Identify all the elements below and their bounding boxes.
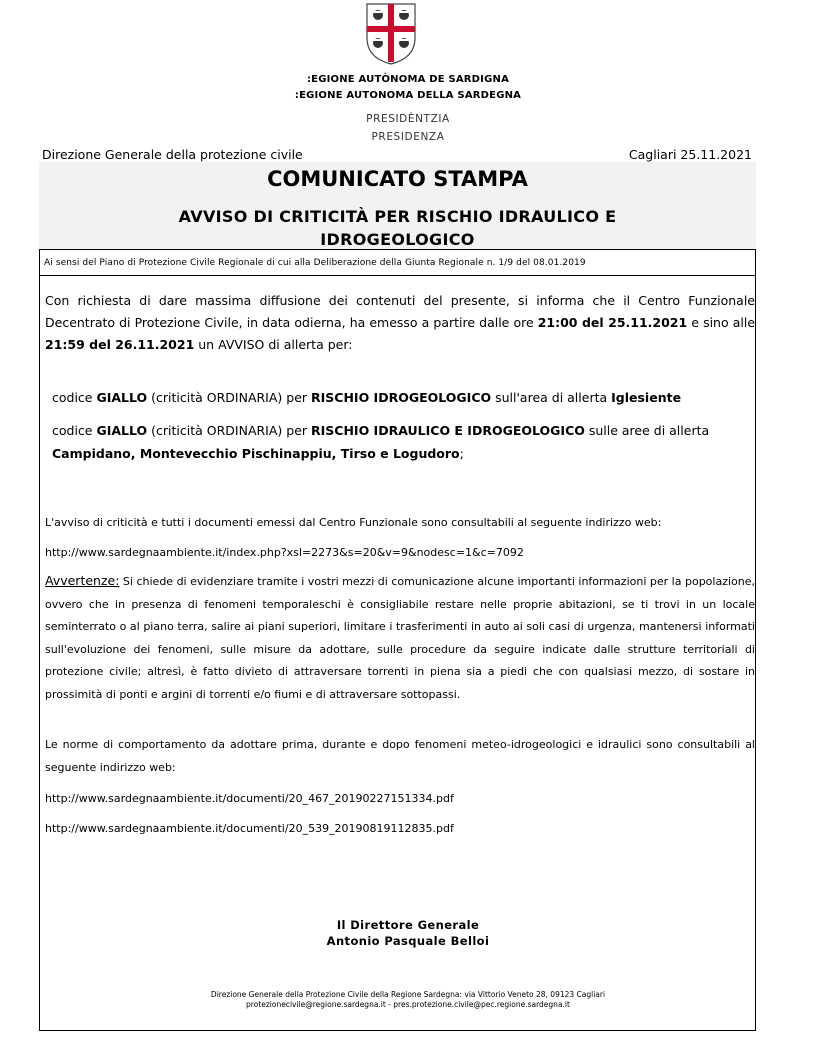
alert-area-label: sull'area di allerta bbox=[491, 390, 612, 405]
alert-criticity: (criticità ORDINARIA) per bbox=[147, 423, 312, 438]
signature-role: Il Direttore Generale bbox=[336, 918, 480, 932]
warning-label: Avvertenze: bbox=[45, 573, 120, 588]
warning-text: Si chiede di evidenziare tramite i vostri mezzi di comunicazione alcune importanti informazioni per la popolazione, ovvero che in presenza di fenomeni temporaleschi è consigliabile restare nelle proprie abitazioni, se ti trovi in un locale seminterrato o al piano terra, salire ai piani superiori, limitare i trasferimenti in auto ai soli casi di urgenza, mantenersi informati sull'evoluzione dei fenomeni, sulle misure da adottare, sulle procedure da seguire indicate dalle strutture territoriali di protezione civile; altresì, è fatto divieto di attraversare torrenti in piena sia a piedi che con qualsiasi mezzo, di sostare in prossimità di ponti e argini di torrenti e/o fiumi e di attraversare sottopassi. bbox=[45, 575, 755, 701]
alert-end-time: 21:59 del 26.11.2021 bbox=[45, 337, 195, 352]
alert-area-label: sulle aree di allerta bbox=[584, 423, 710, 438]
intro-text-1: Con richiesta di dare massima diffusione dei contenuti del presente, si informa che il Centro Funzionale Decentrato di Protezione Civile, in data odierna, ha emesso a partire dalle ore bbox=[45, 293, 755, 330]
alert-item-1 bbox=[52, 386, 752, 409]
alert-prefix: codice bbox=[52, 423, 97, 438]
region-coat-of-arms-icon bbox=[361, 0, 421, 66]
department-name: Direzione Generale della protezione civile bbox=[42, 147, 303, 162]
docs-paragraph: L'avviso di criticità e tutti i documenti emessi dal Centro Funzionale sono consultabili al seguente indirizzo web: bbox=[45, 516, 662, 529]
norms-link-1[interactable]: http://www.sardegnaambiente.it/documenti/20_467_20190227151334.pdf bbox=[45, 792, 454, 805]
place-date: Cagliari 25.11.2021 bbox=[628, 147, 752, 162]
alert-end: ; bbox=[459, 446, 464, 461]
office-name-sardinian: PRESIDÈNTZIA bbox=[366, 113, 450, 125]
docs-link[interactable]: http://www.sardegnaambiente.it/index.php?xsl=2273&s=20&v=9&nodesc=1&c=7092 bbox=[45, 546, 524, 559]
page-title: COMUNICATO STAMPA bbox=[267, 167, 528, 191]
alert-start-time: 21:00 del 25.11.2021 bbox=[537, 315, 688, 330]
alert-color: GIALLO bbox=[96, 390, 148, 405]
alert-item-2 bbox=[52, 419, 752, 465]
intro-text-2: e sino alle bbox=[687, 315, 755, 330]
alert-prefix: codice bbox=[52, 390, 97, 405]
signature bbox=[250, 917, 566, 949]
institution-name-sardinian: :EGIONE AUTÒNOMA DE SARDIGNA bbox=[306, 74, 510, 85]
intro-text-3: un AVVISO di allerta per: bbox=[194, 337, 353, 352]
office-name-italian: PRESIDENZA bbox=[371, 131, 445, 143]
alert-risk: RISCHIO IDROGEOLOGICO bbox=[311, 390, 492, 405]
signature-name: Antonio Pasquale Belloi bbox=[326, 934, 490, 948]
footer-address: Direzione Generale della Protezione Civile della Regione Sardegna: via Vittorio Veneto 28, 09123 Cagliari bbox=[210, 990, 606, 999]
alert-risk: RISCHIO IDRAULICO E IDROGEOLOGICO bbox=[311, 423, 585, 438]
warning-paragraph bbox=[45, 570, 755, 706]
legal-reference: Ai sensi del Piano di Protezione Civile Regionale di cui alla Deliberazione della Giunta Regionale n. 1/9 del 08.01.2019 bbox=[44, 258, 586, 268]
page-subtitle: AVVISO DI CRITICITÀ PER RISCHIO IDRAULICO E IDROGEOLOGICO bbox=[178, 207, 617, 249]
footer bbox=[100, 990, 716, 1010]
footer-emails: protezionecivile@regione.sardegna.it - pres.protezione.civile@pec.regione.sardegna.it bbox=[246, 1000, 570, 1009]
alert-areas: Campidano, Montevecchio Pischinappiu, Tirso e Logudoro bbox=[52, 446, 460, 461]
institution-name-italian: :EGIONE AUTONOMA DELLA SARDEGNA bbox=[294, 90, 522, 101]
norms-link-2[interactable]: http://www.sardegnaambiente.it/documenti/20_539_20190819112835.pdf bbox=[45, 822, 454, 835]
alert-criticity: (criticità ORDINARIA) per bbox=[147, 390, 312, 405]
norms-paragraph: Le norme di comportamento da adottare prima, durante e dopo fenomeni meteo-idrogeologici e idraulici sono consultabili al seguente indirizzo web: bbox=[45, 738, 755, 774]
divider bbox=[39, 275, 756, 276]
alert-area: Iglesiente bbox=[611, 390, 682, 405]
intro-paragraph bbox=[45, 290, 755, 356]
alert-color: GIALLO bbox=[96, 423, 148, 438]
